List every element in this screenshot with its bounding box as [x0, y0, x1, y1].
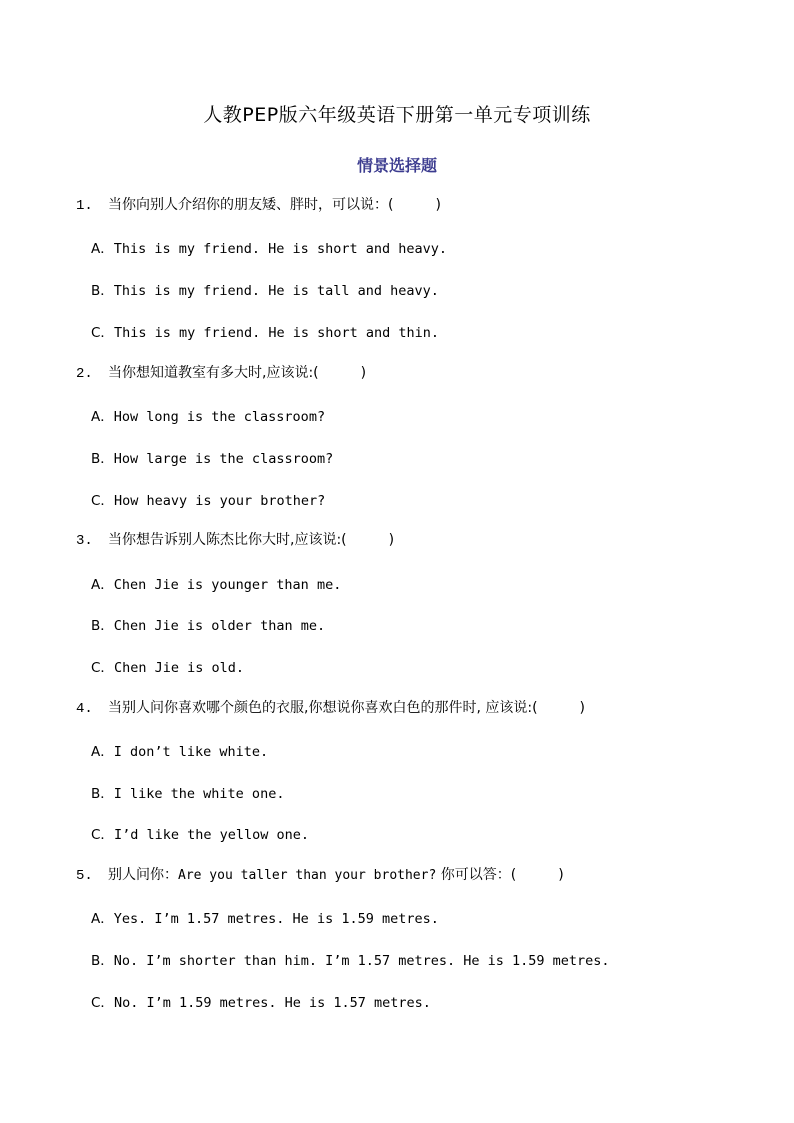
option-b[interactable]	[91, 782, 284, 802]
option-label: C．	[91, 660, 114, 676]
option-label: B．	[91, 618, 114, 634]
option-a[interactable]	[91, 573, 341, 593]
option-label: B．	[91, 786, 114, 802]
option-a[interactable]	[91, 237, 447, 257]
question-1	[76, 194, 441, 214]
question-number: 3.	[76, 533, 93, 549]
question-5	[76, 864, 564, 884]
option-text: This is my friend. He is short and thin.	[113, 325, 440, 341]
option-label: C．	[91, 827, 114, 843]
option-b[interactable]	[91, 447, 333, 467]
option-text: Chen Jie is old.	[113, 660, 244, 676]
option-text: This is my friend. He is short and heavy.	[113, 241, 447, 257]
option-text: How long is the classroom?	[113, 409, 326, 425]
question-4	[76, 697, 585, 717]
option-text: Chen Jie is older than me.	[113, 618, 326, 634]
question-3	[76, 529, 394, 549]
option-b[interactable]	[91, 949, 610, 969]
question-prompt-en: Are you taller than your brother?	[178, 868, 437, 883]
option-label: C．	[91, 325, 114, 341]
question-prompt: 当你想知道教室有多大时,应该说:( )	[108, 365, 367, 381]
option-text: I’d like the yellow one.	[113, 827, 310, 843]
option-text: I don’t like white.	[113, 744, 269, 760]
question-number: 1.	[76, 198, 93, 214]
question-prompt: 当别人问你喜欢哪个颜色的衣服,你想说你喜欢白色的那件时, 应该说:( )	[108, 700, 585, 716]
option-label: B．	[91, 451, 114, 467]
option-c[interactable]	[91, 489, 325, 509]
option-text: No. I’m 1.59 metres. He is 1.57 metres.	[113, 995, 431, 1011]
option-b[interactable]	[91, 614, 325, 634]
question-prompt: 当你向别人介绍你的朋友矮、胖时，可以说：( )	[108, 197, 441, 213]
option-c[interactable]	[91, 823, 309, 843]
option-c[interactable]	[91, 991, 431, 1011]
option-a[interactable]	[91, 405, 325, 425]
option-text: I like the white one.	[113, 786, 285, 802]
question-number: 4.	[76, 701, 93, 717]
option-label: A．	[91, 911, 114, 927]
question-number: 5.	[76, 868, 93, 884]
option-label: A．	[91, 744, 114, 760]
option-c[interactable]	[91, 321, 439, 341]
question-number: 2.	[76, 366, 93, 382]
option-text: No. I’m shorter than him. I’m 1.57 metres. He is 1.59 metres.	[113, 953, 610, 969]
question-2	[76, 362, 366, 382]
question-prompt-cn: 别人问你：	[108, 867, 178, 883]
option-b[interactable]	[91, 279, 439, 299]
option-text: Chen Jie is younger than me.	[113, 577, 342, 593]
option-label: A．	[91, 577, 114, 593]
option-a[interactable]	[91, 740, 268, 760]
option-text: How heavy is your brother?	[113, 493, 326, 509]
option-label: C．	[91, 493, 114, 509]
option-label: B．	[91, 953, 114, 969]
question-prompt: 当你想告诉别人陈杰比你大时,应该说:( )	[108, 532, 395, 548]
option-a[interactable]	[91, 907, 439, 927]
option-label: A．	[91, 241, 114, 257]
option-label: C．	[91, 995, 114, 1011]
option-text: Yes. I’m 1.57 metres. He is 1.59 metres.	[113, 911, 439, 927]
option-text: How large is the classroom?	[113, 451, 334, 467]
option-c[interactable]	[91, 656, 244, 676]
option-label: A．	[91, 409, 114, 425]
page-title: 人教PEP版六年级英语下册第一单元专项训练	[203, 104, 591, 126]
question-prompt-cn: 你可以答：( )	[440, 867, 564, 883]
option-text: This is my friend. He is tall and heavy.	[113, 283, 439, 299]
section-subtitle: 情景选择题	[356, 156, 437, 175]
option-label: B．	[91, 283, 114, 299]
